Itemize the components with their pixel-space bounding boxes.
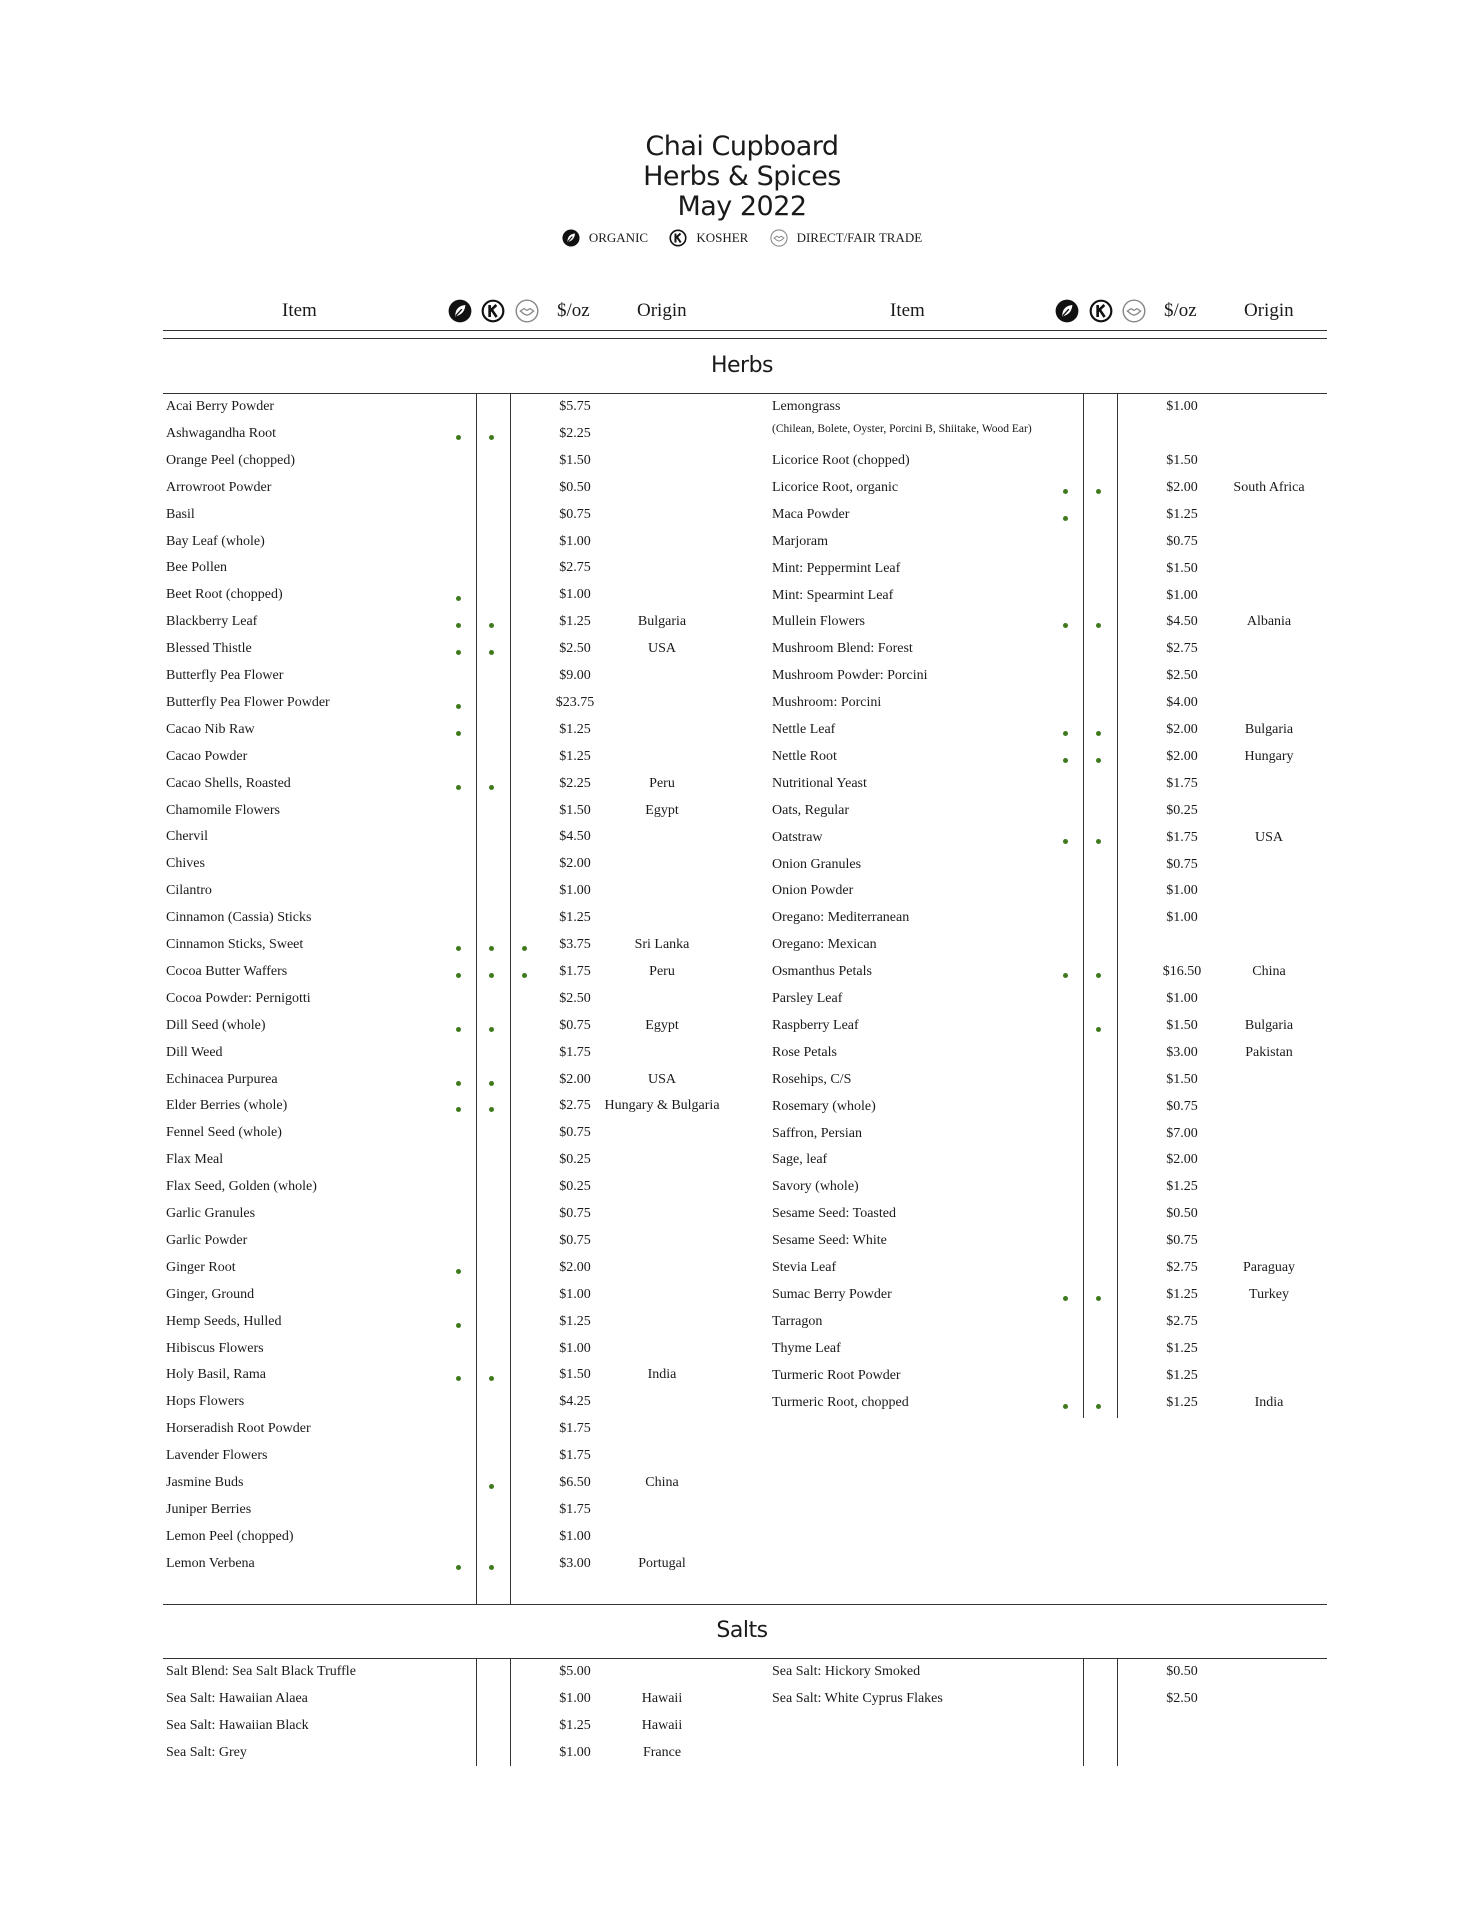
item-name: Blackberry Leaf bbox=[166, 614, 258, 630]
item-price: $4.50 bbox=[559, 829, 591, 845]
item-name: Butterfly Pea Flower Powder bbox=[166, 694, 330, 710]
item-name: Stevia Leaf bbox=[772, 1260, 837, 1275]
item-price: $1.00 bbox=[559, 533, 591, 549]
item-price: $0.25 bbox=[1166, 802, 1198, 818]
item-price: $1.00 bbox=[559, 1340, 591, 1356]
salts-right-separator-1 bbox=[1083, 1659, 1084, 1766]
item-name: Chives bbox=[166, 856, 205, 872]
item-name: Cocoa Butter Waffers bbox=[166, 963, 288, 979]
title-store-name: Chai Cupboard bbox=[645, 131, 839, 162]
item-price: $1.00 bbox=[559, 1286, 591, 1302]
item-name: Tarragon bbox=[772, 1313, 823, 1329]
item-price: $2.50 bbox=[1166, 668, 1198, 684]
item-name: Salt Blend: Sea Salt Black Truffle bbox=[166, 1664, 356, 1679]
organic-dot bbox=[1063, 758, 1068, 763]
item-price: $1.75 bbox=[1166, 829, 1198, 845]
item-origin: Bulgaria bbox=[637, 614, 687, 630]
item-name: Mushroom: Porcini bbox=[772, 695, 882, 711]
item-name: Garlic Granules bbox=[166, 1206, 256, 1221]
item-name: Hops Flowers bbox=[166, 1394, 245, 1410]
item-name: Mullein Flowers bbox=[772, 614, 865, 630]
item-name: Oregano: Mexican bbox=[772, 937, 877, 953]
item-origin: Sri Lanka bbox=[634, 937, 690, 952]
organic-dot bbox=[456, 596, 461, 601]
herbs-right-first-name: Lemongrass bbox=[772, 399, 841, 414]
herbs-rule-bottom bbox=[163, 1604, 1327, 1605]
legend-kosher bbox=[669, 229, 748, 247]
kosher-dot bbox=[1096, 973, 1101, 978]
item-price: $1.25 bbox=[559, 748, 591, 764]
item-price: $3.75 bbox=[559, 937, 591, 952]
item-name: Nettle Leaf bbox=[772, 722, 836, 737]
item-name: Elder Berries (whole) bbox=[166, 1098, 288, 1114]
item-price: $1.00 bbox=[559, 883, 591, 899]
kosher-icon bbox=[1089, 299, 1113, 323]
item-name: Flax Meal bbox=[166, 1152, 224, 1168]
item-name: Echinacea Purpurea bbox=[166, 1071, 278, 1087]
legend bbox=[0, 229, 1484, 251]
header-origin-left: Origin bbox=[637, 300, 687, 321]
item-name: Thyme Leaf bbox=[772, 1340, 841, 1356]
item-price: $1.25 bbox=[1166, 1179, 1198, 1195]
header-origin-right: Origin bbox=[1244, 300, 1294, 321]
item-name: Cinnamon (Cassia) Sticks bbox=[166, 910, 312, 926]
item-name: Ginger Root bbox=[166, 1259, 236, 1275]
item-price: $2.00 bbox=[1166, 479, 1198, 495]
item-price: $1.00 bbox=[1166, 587, 1198, 603]
item-name: Dill Seed (whole) bbox=[166, 1017, 266, 1033]
legend-kosher-label: KOSHER bbox=[696, 230, 749, 245]
item-name: Lavender Flowers bbox=[166, 1448, 268, 1464]
header-rule-bottom bbox=[163, 338, 1327, 339]
header-price-right: $/oz bbox=[1164, 300, 1197, 321]
item-origin: Turkey bbox=[1249, 1286, 1289, 1302]
item-price: $1.50 bbox=[1166, 560, 1198, 576]
item-price: $2.00 bbox=[559, 1259, 591, 1275]
item-origin: Peru bbox=[649, 775, 675, 791]
item-name: Oats, Regular bbox=[772, 802, 849, 818]
item-price: $0.75 bbox=[559, 1017, 591, 1033]
kosher-dot bbox=[1096, 1296, 1101, 1301]
item-price: $2.00 bbox=[1166, 1152, 1198, 1168]
title-date: May 2022 bbox=[677, 191, 807, 222]
organic-dot bbox=[1063, 731, 1068, 736]
item-price: $1.00 bbox=[559, 1690, 591, 1706]
item-price: $23.75 bbox=[555, 694, 595, 710]
item-origin: Albania bbox=[1246, 614, 1292, 630]
item-price: $1.00 bbox=[559, 1528, 591, 1544]
item-price: $4.00 bbox=[1166, 695, 1198, 711]
item-name: Turmeric Root Powder bbox=[772, 1367, 901, 1383]
item-name: Ashwagandha Root bbox=[166, 425, 277, 441]
kosher-icon bbox=[481, 299, 505, 323]
item-name: Bay Leaf (whole) bbox=[166, 533, 265, 549]
item-name: Savory (whole) bbox=[772, 1179, 859, 1195]
item-name: Onion Powder bbox=[772, 883, 854, 899]
item-name: Mint: Spearmint Leaf bbox=[772, 587, 894, 603]
item-price: $1.00 bbox=[559, 1744, 591, 1760]
item-price: $1.75 bbox=[1166, 775, 1198, 791]
organic-dot bbox=[1063, 623, 1068, 628]
organic-dot bbox=[456, 704, 461, 709]
item-name: Hibiscus Flowers bbox=[166, 1340, 264, 1356]
item-origin: Portugal bbox=[638, 1555, 686, 1571]
item-name: Hemp Seeds, Hulled bbox=[166, 1313, 282, 1329]
kosher-icon bbox=[669, 229, 687, 247]
item-name: Turmeric Root, chopped bbox=[772, 1394, 909, 1410]
item-name: Cilantro bbox=[166, 883, 212, 899]
item-price: $1.00 bbox=[1166, 910, 1198, 926]
kosher-dot bbox=[1096, 1027, 1101, 1032]
header-price-left: $/oz bbox=[557, 300, 590, 321]
item-price: $1.25 bbox=[1166, 1286, 1198, 1302]
item-name: Sesame Seed: Toasted bbox=[772, 1206, 896, 1222]
item-name: Licorice Root, organic bbox=[772, 479, 899, 495]
item-price: $0.75 bbox=[1166, 1098, 1198, 1114]
item-price: $0.50 bbox=[1166, 1206, 1198, 1222]
item-price: $0.25 bbox=[559, 1179, 591, 1195]
item-name: Chamomile Flowers bbox=[166, 802, 280, 818]
item-price: $3.00 bbox=[559, 1555, 591, 1571]
organic-dot bbox=[456, 1269, 461, 1274]
item-name: Acai Berry Powder bbox=[166, 399, 275, 414]
item-origin: France bbox=[642, 1744, 682, 1760]
fair-trade-icon bbox=[1122, 299, 1146, 323]
item-price: $1.25 bbox=[559, 1717, 591, 1733]
page-title bbox=[0, 132, 1484, 222]
item-price: $7.00 bbox=[1166, 1125, 1198, 1141]
item-price: $0.75 bbox=[559, 506, 591, 522]
header-item-right: Item bbox=[890, 300, 925, 321]
item-price: $16.50 bbox=[1162, 964, 1202, 980]
organic-dot bbox=[456, 1323, 461, 1328]
item-name: Oregano: Mediterranean bbox=[772, 910, 910, 926]
salts-left-separator-1 bbox=[476, 1659, 477, 1766]
kosher-dot bbox=[489, 785, 494, 790]
item-price: $1.50 bbox=[559, 802, 591, 818]
item-origin: Hawaii bbox=[641, 1690, 683, 1706]
item-price: $0.75 bbox=[559, 1125, 591, 1141]
herbs-right-separator-1 bbox=[1083, 394, 1084, 1418]
item-origin: USA bbox=[1254, 829, 1283, 845]
item-origin: Egypt bbox=[645, 802, 679, 818]
item-price: $2.75 bbox=[559, 560, 591, 576]
item-price: $4.50 bbox=[1166, 614, 1198, 630]
item-price: $1.25 bbox=[559, 721, 591, 737]
herbs-right-first-sub: (Chilean, Bolete, Oyster, Porcini B, Shiitake, Wood Ear) bbox=[772, 423, 1032, 435]
item-price: $9.00 bbox=[559, 668, 591, 683]
fair-trade-dot bbox=[522, 946, 527, 951]
item-price: $3.00 bbox=[1166, 1044, 1198, 1060]
item-price: $2.25 bbox=[559, 775, 591, 791]
item-price: $2.50 bbox=[1166, 1690, 1198, 1706]
item-name: Raspberry Leaf bbox=[772, 1017, 859, 1033]
item-price: $1.75 bbox=[559, 1421, 591, 1437]
item-origin: Bulgaria bbox=[1244, 1017, 1294, 1033]
legend-organic-label: ORGANIC bbox=[588, 230, 649, 245]
fair-trade-dot bbox=[522, 973, 527, 978]
kosher-dot bbox=[489, 973, 494, 978]
item-name: Sea Salt: Hickory Smoked bbox=[772, 1664, 921, 1679]
item-name: Cacao Powder bbox=[166, 748, 248, 764]
kosher-dot bbox=[489, 946, 494, 951]
item-price: $1.00 bbox=[1166, 991, 1198, 1006]
kosher-dot bbox=[489, 1484, 494, 1489]
item-name: Butterfly Pea Flower bbox=[166, 668, 284, 683]
item-name: Bee Pollen bbox=[166, 560, 228, 576]
kosher-dot bbox=[489, 1376, 494, 1381]
organic-dot bbox=[456, 731, 461, 736]
item-name: Sea Salt: Hawaiian Black bbox=[166, 1717, 309, 1733]
legend-organic bbox=[562, 229, 648, 247]
item-name: Sumac Berry Powder bbox=[772, 1286, 892, 1302]
organic-dot bbox=[1063, 1404, 1068, 1409]
title-category: Herbs & Spices bbox=[643, 161, 841, 192]
item-price: $4.25 bbox=[559, 1394, 591, 1410]
herbs-right-separator-2 bbox=[1117, 394, 1118, 1418]
item-price: $0.25 bbox=[559, 1152, 591, 1168]
header-rule-top bbox=[163, 330, 1327, 331]
item-name: Onion Granules bbox=[772, 856, 862, 872]
organic-dot bbox=[456, 1107, 461, 1112]
item-price: $2.00 bbox=[1166, 722, 1198, 737]
salts-rule-top bbox=[163, 1658, 1327, 1659]
organic-dot bbox=[456, 1081, 461, 1086]
item-price: $1.25 bbox=[1166, 1340, 1198, 1356]
item-name: Sesame Seed: White bbox=[772, 1233, 887, 1249]
item-origin: Hawaii bbox=[641, 1717, 683, 1733]
item-name: Rosehips, C/S bbox=[772, 1071, 852, 1087]
organic-dot bbox=[456, 946, 461, 951]
kosher-dot bbox=[489, 1107, 494, 1112]
item-price: $2.00 bbox=[559, 1071, 591, 1087]
item-price: $1.50 bbox=[559, 452, 591, 468]
item-price: $1.75 bbox=[559, 1501, 591, 1517]
organic-dot bbox=[456, 623, 461, 628]
item-price: $2.00 bbox=[559, 856, 591, 872]
item-name: Dill Weed bbox=[166, 1044, 223, 1060]
organic-icon bbox=[562, 229, 580, 247]
item-origin: USA bbox=[647, 1071, 676, 1087]
item-price: $2.00 bbox=[1166, 748, 1198, 764]
item-name: Arrowroot Powder bbox=[166, 479, 272, 495]
item-price: $1.50 bbox=[1166, 1017, 1198, 1033]
item-origin: Egypt bbox=[645, 1017, 679, 1033]
kosher-dot bbox=[489, 1027, 494, 1032]
kosher-dot bbox=[489, 435, 494, 440]
item-price: $1.25 bbox=[559, 614, 591, 630]
item-name: Lemon Peel (chopped) bbox=[166, 1528, 294, 1544]
item-price: $1.50 bbox=[1166, 1071, 1198, 1087]
item-price: $2.75 bbox=[1166, 1260, 1198, 1275]
organic-dot bbox=[456, 1376, 461, 1381]
organic-dot bbox=[1063, 839, 1068, 844]
section-title-salts: Salts bbox=[716, 1618, 768, 1643]
item-name: Holy Basil, Rama bbox=[166, 1367, 266, 1383]
organic-dot bbox=[456, 973, 461, 978]
kosher-dot bbox=[489, 623, 494, 628]
kosher-dot bbox=[1096, 731, 1101, 736]
item-origin: China bbox=[645, 1475, 679, 1490]
item-price: $5.75 bbox=[559, 399, 591, 414]
item-price: $1.00 bbox=[559, 587, 591, 603]
item-name: Lemon Verbena bbox=[166, 1555, 255, 1571]
item-price: $2.25 bbox=[559, 425, 591, 441]
item-price: $0.75 bbox=[559, 1206, 591, 1221]
item-name: Maca Powder bbox=[772, 506, 850, 522]
item-price: $2.50 bbox=[559, 990, 591, 1006]
item-name: Juniper Berries bbox=[166, 1501, 252, 1517]
item-origin: India bbox=[647, 1367, 677, 1383]
item-name: Jasmine Buds bbox=[166, 1475, 244, 1490]
item-price: $2.75 bbox=[1166, 1313, 1198, 1329]
organic-dot bbox=[456, 1565, 461, 1570]
item-price: $1.25 bbox=[559, 1313, 591, 1329]
item-name: Fennel Seed (whole) bbox=[166, 1125, 282, 1141]
fair-trade-icon bbox=[515, 299, 539, 323]
item-name: Sea Salt: Hawaiian Alaea bbox=[166, 1690, 308, 1706]
legend-fair-trade bbox=[770, 229, 923, 247]
item-name: Mushroom Blend: Forest bbox=[772, 641, 913, 657]
herbs-left-separator-2 bbox=[510, 394, 511, 1605]
item-origin: USA bbox=[647, 641, 676, 657]
item-name: Ginger, Ground bbox=[166, 1286, 255, 1302]
kosher-dot bbox=[1096, 758, 1101, 763]
organic-dot bbox=[456, 435, 461, 440]
item-price: $0.75 bbox=[1166, 1233, 1198, 1249]
organic-dot bbox=[1063, 516, 1068, 521]
item-price: $1.75 bbox=[559, 963, 591, 979]
organic-dot bbox=[456, 1027, 461, 1032]
item-origin: China bbox=[1252, 964, 1286, 980]
kosher-dot bbox=[1096, 839, 1101, 844]
item-price: $1.75 bbox=[559, 1044, 591, 1060]
item-price: $0.75 bbox=[1166, 856, 1198, 872]
organic-icon bbox=[448, 299, 472, 323]
item-name: Parsley Leaf bbox=[772, 991, 843, 1006]
legend-fair-trade-label: DIRECT/FAIR TRADE bbox=[796, 230, 923, 245]
item-price: $2.75 bbox=[559, 1098, 591, 1114]
herbs-rule-top bbox=[163, 393, 1327, 394]
item-price: $5.00 bbox=[559, 1664, 591, 1679]
item-price: $0.50 bbox=[1166, 1664, 1198, 1679]
organic-dot bbox=[1063, 489, 1068, 494]
organic-icon bbox=[1055, 299, 1079, 323]
item-name: Rosemary (whole) bbox=[772, 1098, 876, 1114]
item-origin: Bulgaria bbox=[1244, 722, 1294, 737]
herbs-left-separator-1 bbox=[476, 394, 477, 1605]
item-name: Cacao Shells, Roasted bbox=[166, 775, 291, 791]
item-name: Mint: Peppermint Leaf bbox=[772, 560, 901, 576]
item-name: Blessed Thistle bbox=[166, 641, 252, 657]
section-title-herbs: Herbs bbox=[710, 353, 774, 378]
item-price: $0.75 bbox=[1166, 533, 1198, 549]
item-price: $2.50 bbox=[559, 641, 591, 657]
item-price: $2.75 bbox=[1166, 641, 1198, 657]
item-name: Nettle Root bbox=[772, 748, 837, 764]
herbs-right-first-price: $1.00 bbox=[1166, 399, 1198, 414]
kosher-dot bbox=[489, 1081, 494, 1086]
item-name: Beet Root (chopped) bbox=[166, 587, 283, 603]
item-origin: Paraguay bbox=[1242, 1260, 1296, 1275]
item-price: $0.75 bbox=[559, 1232, 591, 1248]
item-name: Cocoa Powder: Pernigotti bbox=[166, 990, 311, 1006]
item-name: Cacao Nib Raw bbox=[166, 721, 255, 737]
item-name: Nutritional Yeast bbox=[772, 775, 867, 791]
salts-left-separator-2 bbox=[510, 1659, 511, 1766]
item-price: $1.25 bbox=[559, 910, 591, 926]
item-price: $1.75 bbox=[559, 1448, 591, 1464]
header-item-left: Item bbox=[282, 300, 317, 321]
item-price: $1.25 bbox=[1166, 1367, 1198, 1383]
item-name: Osmanthus Petals bbox=[772, 964, 872, 980]
item-name: Rose Petals bbox=[772, 1044, 837, 1060]
item-name: Flax Seed, Golden (whole) bbox=[166, 1179, 317, 1195]
item-origin: Hungary & Bulgaria bbox=[604, 1098, 720, 1114]
kosher-dot bbox=[1096, 489, 1101, 494]
item-price: $1.25 bbox=[1166, 506, 1198, 522]
item-origin: South Africa bbox=[1233, 479, 1305, 495]
item-name: Sage, leaf bbox=[772, 1152, 828, 1168]
fair-trade-icon bbox=[770, 229, 788, 247]
item-price: $1.00 bbox=[1166, 883, 1198, 899]
kosher-dot bbox=[489, 1565, 494, 1570]
item-name: Cinnamon Sticks, Sweet bbox=[166, 937, 304, 952]
item-price: $1.50 bbox=[559, 1367, 591, 1383]
organic-dot bbox=[1063, 973, 1068, 978]
organic-dot bbox=[456, 650, 461, 655]
item-name: Mushroom Powder: Porcini bbox=[772, 668, 928, 684]
item-origin: Pakistan bbox=[1245, 1044, 1293, 1060]
item-name: Orange Peel (chopped) bbox=[166, 452, 296, 468]
item-name: Sea Salt: White Cyprus Flakes bbox=[772, 1690, 943, 1706]
item-name: Garlic Powder bbox=[166, 1232, 248, 1248]
item-name: Chervil bbox=[166, 829, 208, 845]
item-name: Sea Salt: Grey bbox=[166, 1744, 247, 1760]
item-price: $1.50 bbox=[1166, 453, 1198, 468]
item-origin: Peru bbox=[649, 963, 675, 979]
salts-right-separator-2 bbox=[1117, 1659, 1118, 1766]
item-name: Horseradish Root Powder bbox=[166, 1421, 311, 1437]
organic-dot bbox=[1063, 1296, 1068, 1301]
kosher-dot bbox=[1096, 623, 1101, 628]
item-price: $1.25 bbox=[1166, 1394, 1198, 1410]
item-price: $0.50 bbox=[559, 479, 591, 495]
organic-dot bbox=[456, 785, 461, 790]
item-name: Marjoram bbox=[772, 533, 828, 549]
item-price: $6.50 bbox=[559, 1475, 591, 1490]
item-origin: India bbox=[1254, 1394, 1284, 1410]
kosher-dot bbox=[489, 650, 494, 655]
item-origin: Hungary bbox=[1244, 748, 1294, 764]
item-name: Basil bbox=[166, 506, 195, 522]
item-name: Saffron, Persian bbox=[772, 1125, 862, 1141]
item-name: Oatstraw bbox=[772, 829, 823, 845]
item-name: Licorice Root (chopped) bbox=[772, 453, 910, 468]
kosher-dot bbox=[1096, 1404, 1101, 1409]
